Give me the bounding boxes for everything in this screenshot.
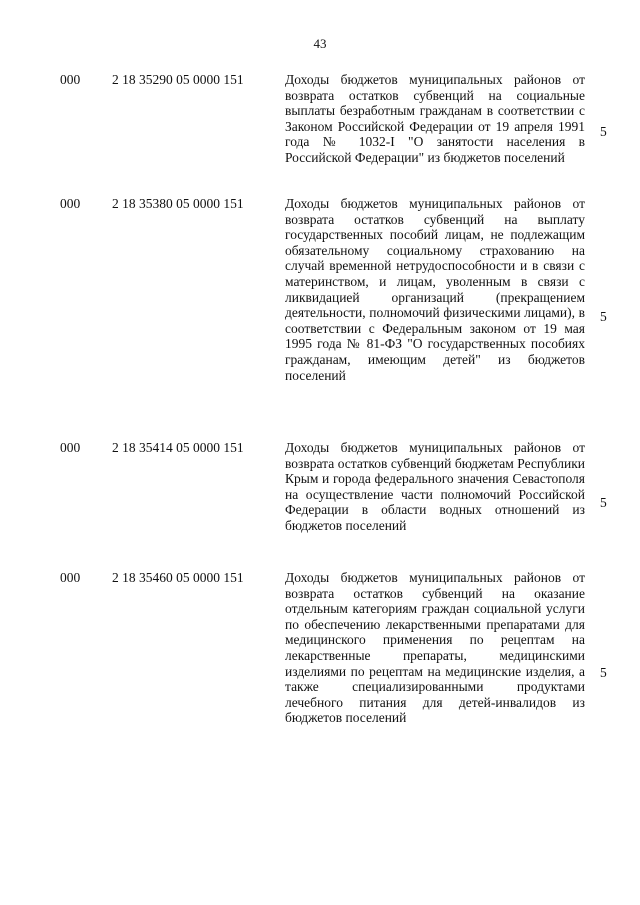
table-row [0,196,640,424]
admin-code: 000 [60,72,81,87]
table-row [0,570,640,765]
page-number: 43 [313,36,327,51]
income-description: Доходы бюджетов муниципальных районов от возврата остатков субвенций на оказание отдельным категориям граждан социальной услуги по обеспечению лекарственными препаратами для медицинского применения по рецептам на лекарственные препараты, медицинскими изделиями по рецептам на медицинские изделия, а также специализированными продуктами лечебного питания для детей-инвалидов из бюджетов поселений [285,570,585,726]
amount-value: 5 [600,665,607,680]
budget-classification-code: 2 18 35380 05 0000 151 [112,196,244,211]
table-row [0,72,640,190]
income-description: Доходы бюджетов муниципальных районов от возврата остатков субвенций на социальные выплаты безработным гражданам в соответствии с Законом Российской Федерации от 19 апреля 1991 года № 1032-I "О занятости населения в Российской Федерации" из бюджетов поселений [285,72,585,165]
admin-code: 000 [60,440,81,455]
table-row [0,440,640,558]
budget-classification-code: 2 18 35414 05 0000 151 [112,440,244,455]
income-description: Доходы бюджетов муниципальных районов от возврата остатков субвенций бюджетам Республики Крым и города федерального значения Севастополя на осуществление части полномочий Российской Федерации в области водных отношений из бюджетов поселений [285,440,585,533]
budget-classification-code: 2 18 35460 05 0000 151 [112,570,244,585]
admin-code: 000 [60,570,81,585]
amount-value: 5 [600,124,607,139]
amount-value: 5 [600,495,607,510]
budget-classification-code: 2 18 35290 05 0000 151 [112,72,244,87]
amount-value: 5 [600,309,607,324]
income-description: Доходы бюджетов муниципальных районов от возврата остатков субвенций на выплату государственных пособий лицам, не подлежащим обязательному социальному страхованию на случай временной нетрудоспособности и в связи с материнством, и лицам, уволенным в связи с ликвидацией организаций (прекращением деятельности, полномочий физическими лицами), в соответствии с Федеральным законом от 19 мая 1995 года № 81-ФЗ "О государственных пособиях гражданам, имеющим детей" из бюджетов поселений [285,196,585,383]
admin-code: 000 [60,196,81,211]
